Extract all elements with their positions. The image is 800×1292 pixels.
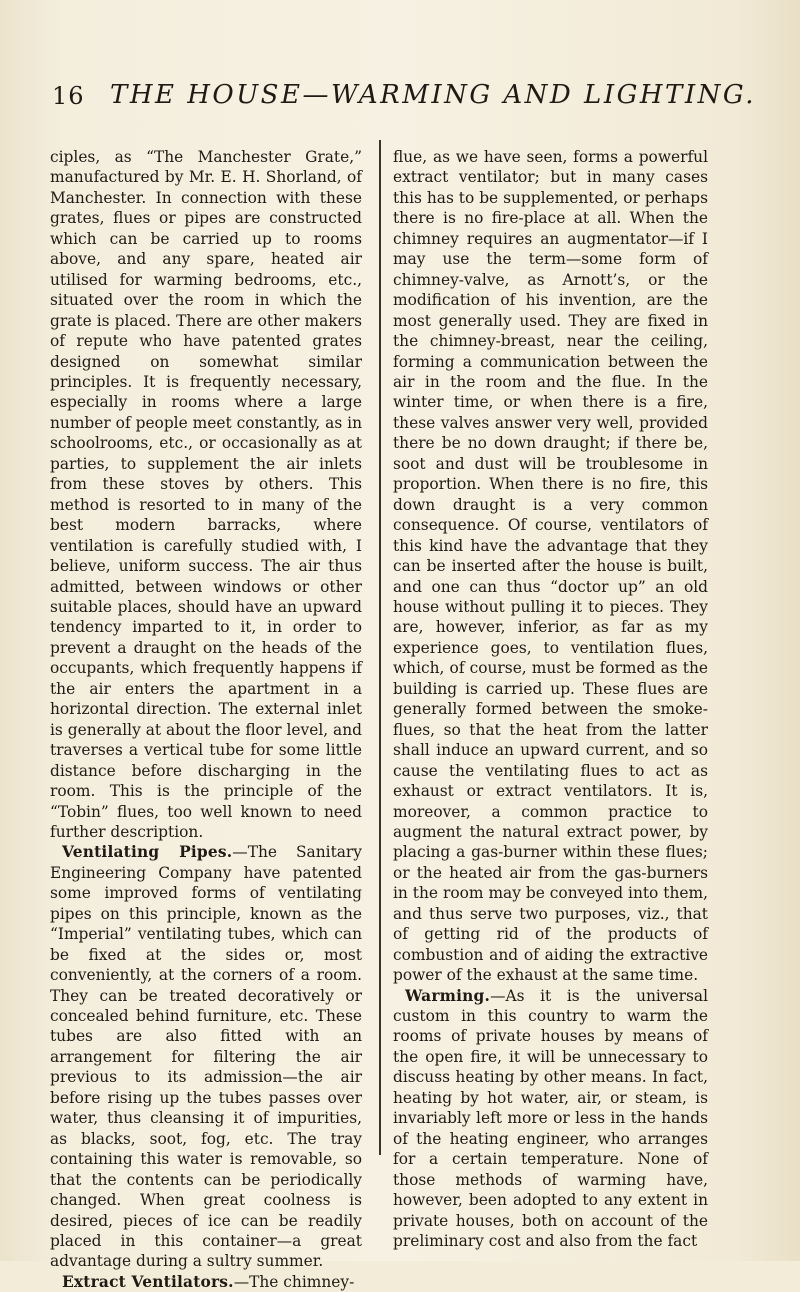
page-header	[50, 80, 756, 120]
ventilating-pipes-text: —The Sanitary Engineering Company have patented some improved forms of ventilating pipes on this principle, known as the “Imperial” ventilating tubes, which can be fixed at the sides or, most conveniently, at the corners of a room. They can be treated decoratively or concealed behind furniture, etc. These tubes are also fitted with an arrangement for filtering the air previous to its admission—the air before rising up the tubes passes over water, thus cleansing it of impurities, as blacks, soot, fog, etc. The tray containing this water is removable, so that the contents can be periodically changed. When great coolness is desired, pieces of ice can be readily placed in this container—a great advantage during a sultry summer.	[50, 843, 362, 1271]
column-divider	[379, 140, 381, 1155]
section-heading-ventilating-pipes: Ventilating Pipes.	[62, 843, 233, 862]
extract-ventilators-text: —The chimney-	[233, 1272, 355, 1291]
left-paragraph-continuation: ciples, as “The Manchester Grate,” manufactured by Mr. E. H. Shorland, of Manchester. In connection with these grates, flues or pipes are constructed which can be carried up to rooms above, and any spare, heated air utilised for warming bedrooms, etc., situated over the room in which the grate is placed. There are other makers of repute who have patented grates designed on somewhat similar principles. It is frequently necessary, especially in rooms where a large number of people meet constantly, as in schoolrooms, etc., or occasionally as at parties, to supplement the air inlets from these stoves by others. This method is resorted to in many of the best modern barracks, where ventilation is carefully studied with, I believe, uniform success. The air thus admitted, between windows or other suitable places, should have an upward tendency imparted to it, in order to prevent a draught on the heads of the occupants, which frequently happens if the air enters the apartment in a horizontal direction. The external inlet is generally at about the floor level, and traverses a vertical tube for some little distance before discharging in the room. This is the principle of the “Tobin” flues, too well known to need further description.	[50, 148, 362, 841]
warming-text: —As it is the universal custom in this country to warm the rooms of private houses by means of the open fire, it will be unnecessary to discuss heating by other means. In fact, heating by hot water, air, or steam, is invariably left more or less in the hands of the heating engineer, who arranges for a certain temperature. None of those methods of warming have, however, been adopted to any extent in private houses, both on account of the preliminary cost and also from the fact	[393, 986, 708, 1251]
page-number: 16	[52, 82, 85, 110]
right-column	[393, 147, 708, 1251]
section-heading-extract-ventilators: Extract Ventilators.	[62, 1272, 234, 1291]
left-column	[50, 147, 362, 1292]
right-paragraph-flue: flue, as we have seen, forms a powerful extract ventilator; but in many cases this has to be supplemented, or perhaps there is no fire-place at all. When the chimney requires an augmentator—if I may use the term—some form of chimney-valve, as Arnott’s, or the modification of his invention, are the most generally used. They are fixed in the chimney-breast, near the ceiling, forming a communication between the air in the room and the flue. In the winter time, or when there is a fire, these valves answer very well, provided there be no down draught; if there be, soot and dust will be troublesome in proportion. When there is no fire, this down draught is a very common consequence. Of course, ventilators of this kind have the advantage that they can be inserted after the house is built, and one can thus “doctor up” an old house without pulling it to pieces. They are, however, inferior, as far as my experience goes, to ventilation flues, which, of course, must be formed as the building is carried up. These flues are generally formed between the smoke-flues, so that the heat from the latter shall induce an upward current, and so cause the ventilating flues to act as exhaust or extract ventilators. It is, moreover, a common practice to augment the natural extract power, by placing a gas-burner within these flues; or the heated air from the gas-burners in the room may be conveyed into them, and thus serve two purposes, viz., that of getting rid of the products of combustion and of aiding the extractive power of the exhaust at the same time.	[393, 148, 708, 985]
left-paragraph-extract-ventilators	[50, 1272, 362, 1292]
section-heading-warming: Warming.	[405, 986, 491, 1005]
left-paragraph-ventilating-pipes	[50, 842, 362, 1272]
right-paragraph-warming	[393, 986, 708, 1252]
running-title: THE HOUSE—WARMING AND LIGHTING.	[110, 80, 756, 110]
